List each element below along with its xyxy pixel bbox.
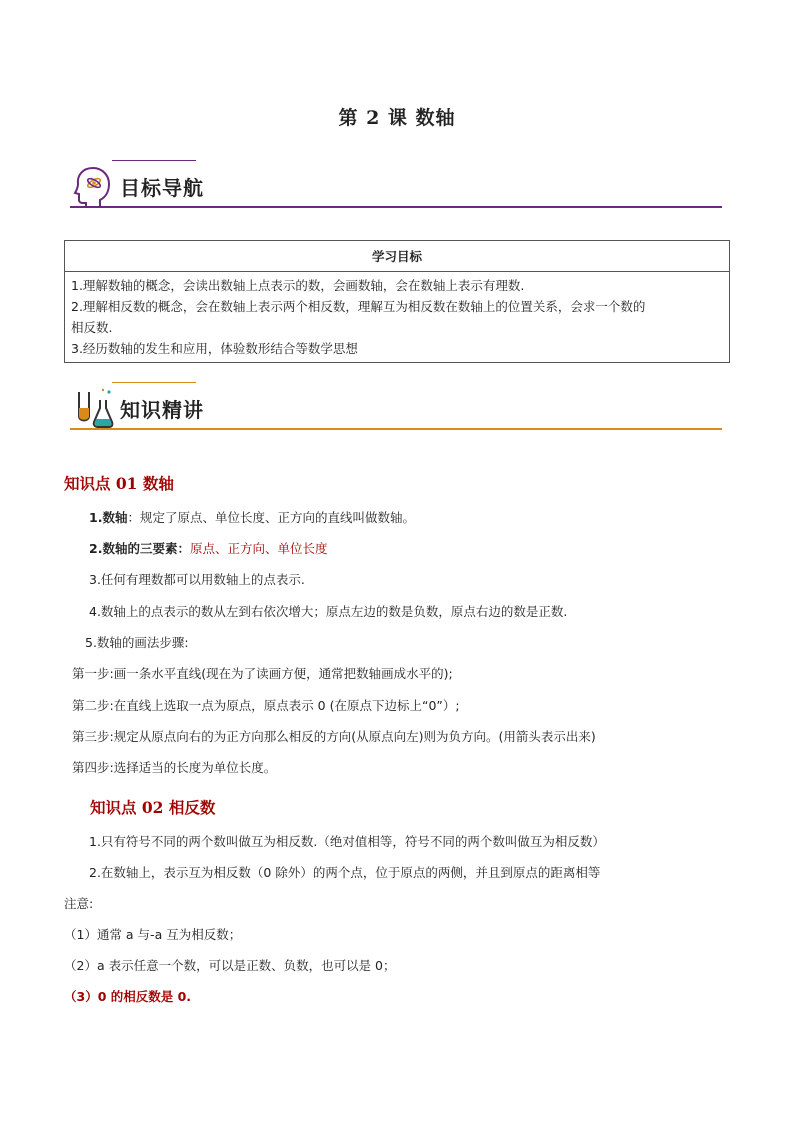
goal-item: 1.理解数轴的概念，会读出数轴上点表示的数，会画数轴，会在数轴上表示有理数. [71, 278, 525, 293]
kp2-title: 知识点 02 相反数 [90, 798, 216, 817]
goals-table [64, 240, 730, 363]
section-header-goals [70, 160, 722, 208]
head-icon [73, 164, 113, 208]
kp1-line1 [89, 509, 415, 527]
kp2-note1: （1）通常 a 与-a 互为相反数； [64, 927, 242, 942]
goal-item: 2.理解相反数的概念，会在数轴上表示两个相反数，理解互为相反数在数轴上的位置关系，会求一个数的 [71, 299, 646, 314]
header-top-rule [112, 382, 196, 383]
kp1-line2-term: 2.数轴的三要素： [89, 541, 190, 556]
goals-body [65, 272, 730, 363]
kp1-title: 知识点 01 数轴 [64, 474, 174, 493]
kp1-line5: 5.数轴的画法步骤: [85, 635, 189, 650]
kp2-note: 注意: [64, 896, 94, 911]
kp1-line2 [89, 540, 327, 558]
header-bottom-rule [70, 206, 722, 208]
kp1-line2-red: 原点、正方向、单位长度 [189, 541, 328, 556]
kp1-step4: 第四步:选择适当的长度为单位长度。 [72, 760, 277, 775]
section-label: 目标导航 [120, 176, 204, 200]
kp2-line2: 2.在数轴上，表示互为相反数（0 除外）的两个点，位于原点的两侧，并且到原点的距离相等 [89, 865, 601, 880]
page-title: 第 2 课 数轴 [338, 107, 456, 129]
kp2-note3: （3）0 的相反数是 0. [64, 989, 192, 1004]
lab-flask-icon [73, 386, 115, 430]
goals-header: 学习目标 [65, 241, 730, 272]
kp1-step3: 第三步:规定从原点向右的为正方向那么相反的方向(从原点向左)则为负方向。(用箭头表示出来) [72, 729, 596, 744]
section-header-knowledge [70, 382, 722, 430]
kp1-line3: 3.任何有理数都可以用数轴上的点表示. [89, 572, 305, 587]
kp1-line4: 4.数轴上的点表示的数从左到右依次增大；原点左边的数是负数，原点右边的数是正数. [89, 604, 568, 619]
header-top-rule [112, 160, 196, 161]
kp1-step1: 第一步:画一条水平直线(现在为了读画方便，通常把数轴画成水平的); [72, 666, 453, 681]
section-label: 知识精讲 [120, 398, 204, 422]
kp1-line1-text: ：规定了原点、单位长度、正方向的直线叫做数轴。 [127, 510, 415, 525]
header-bottom-rule [70, 428, 722, 430]
kp1-line1-term: 1.数轴 [89, 510, 128, 525]
goal-item: 相反数. [71, 320, 113, 335]
kp2-line1: 1.只有符号不同的两个数叫做互为相反数.（绝对值相等，符号不同的两个数叫做互为相反数） [89, 834, 605, 849]
kp2-note2: （2）a 表示任意一个数，可以是正数、负数，也可以是 0； [64, 958, 396, 973]
goal-item: 3.经历数轴的发生和应用，体验数形结合等数学思想 [71, 341, 358, 356]
kp1-step2: 第二步:在直线上选取一点为原点，原点表示 0 (在原点下边标上“0”）; [72, 698, 460, 713]
